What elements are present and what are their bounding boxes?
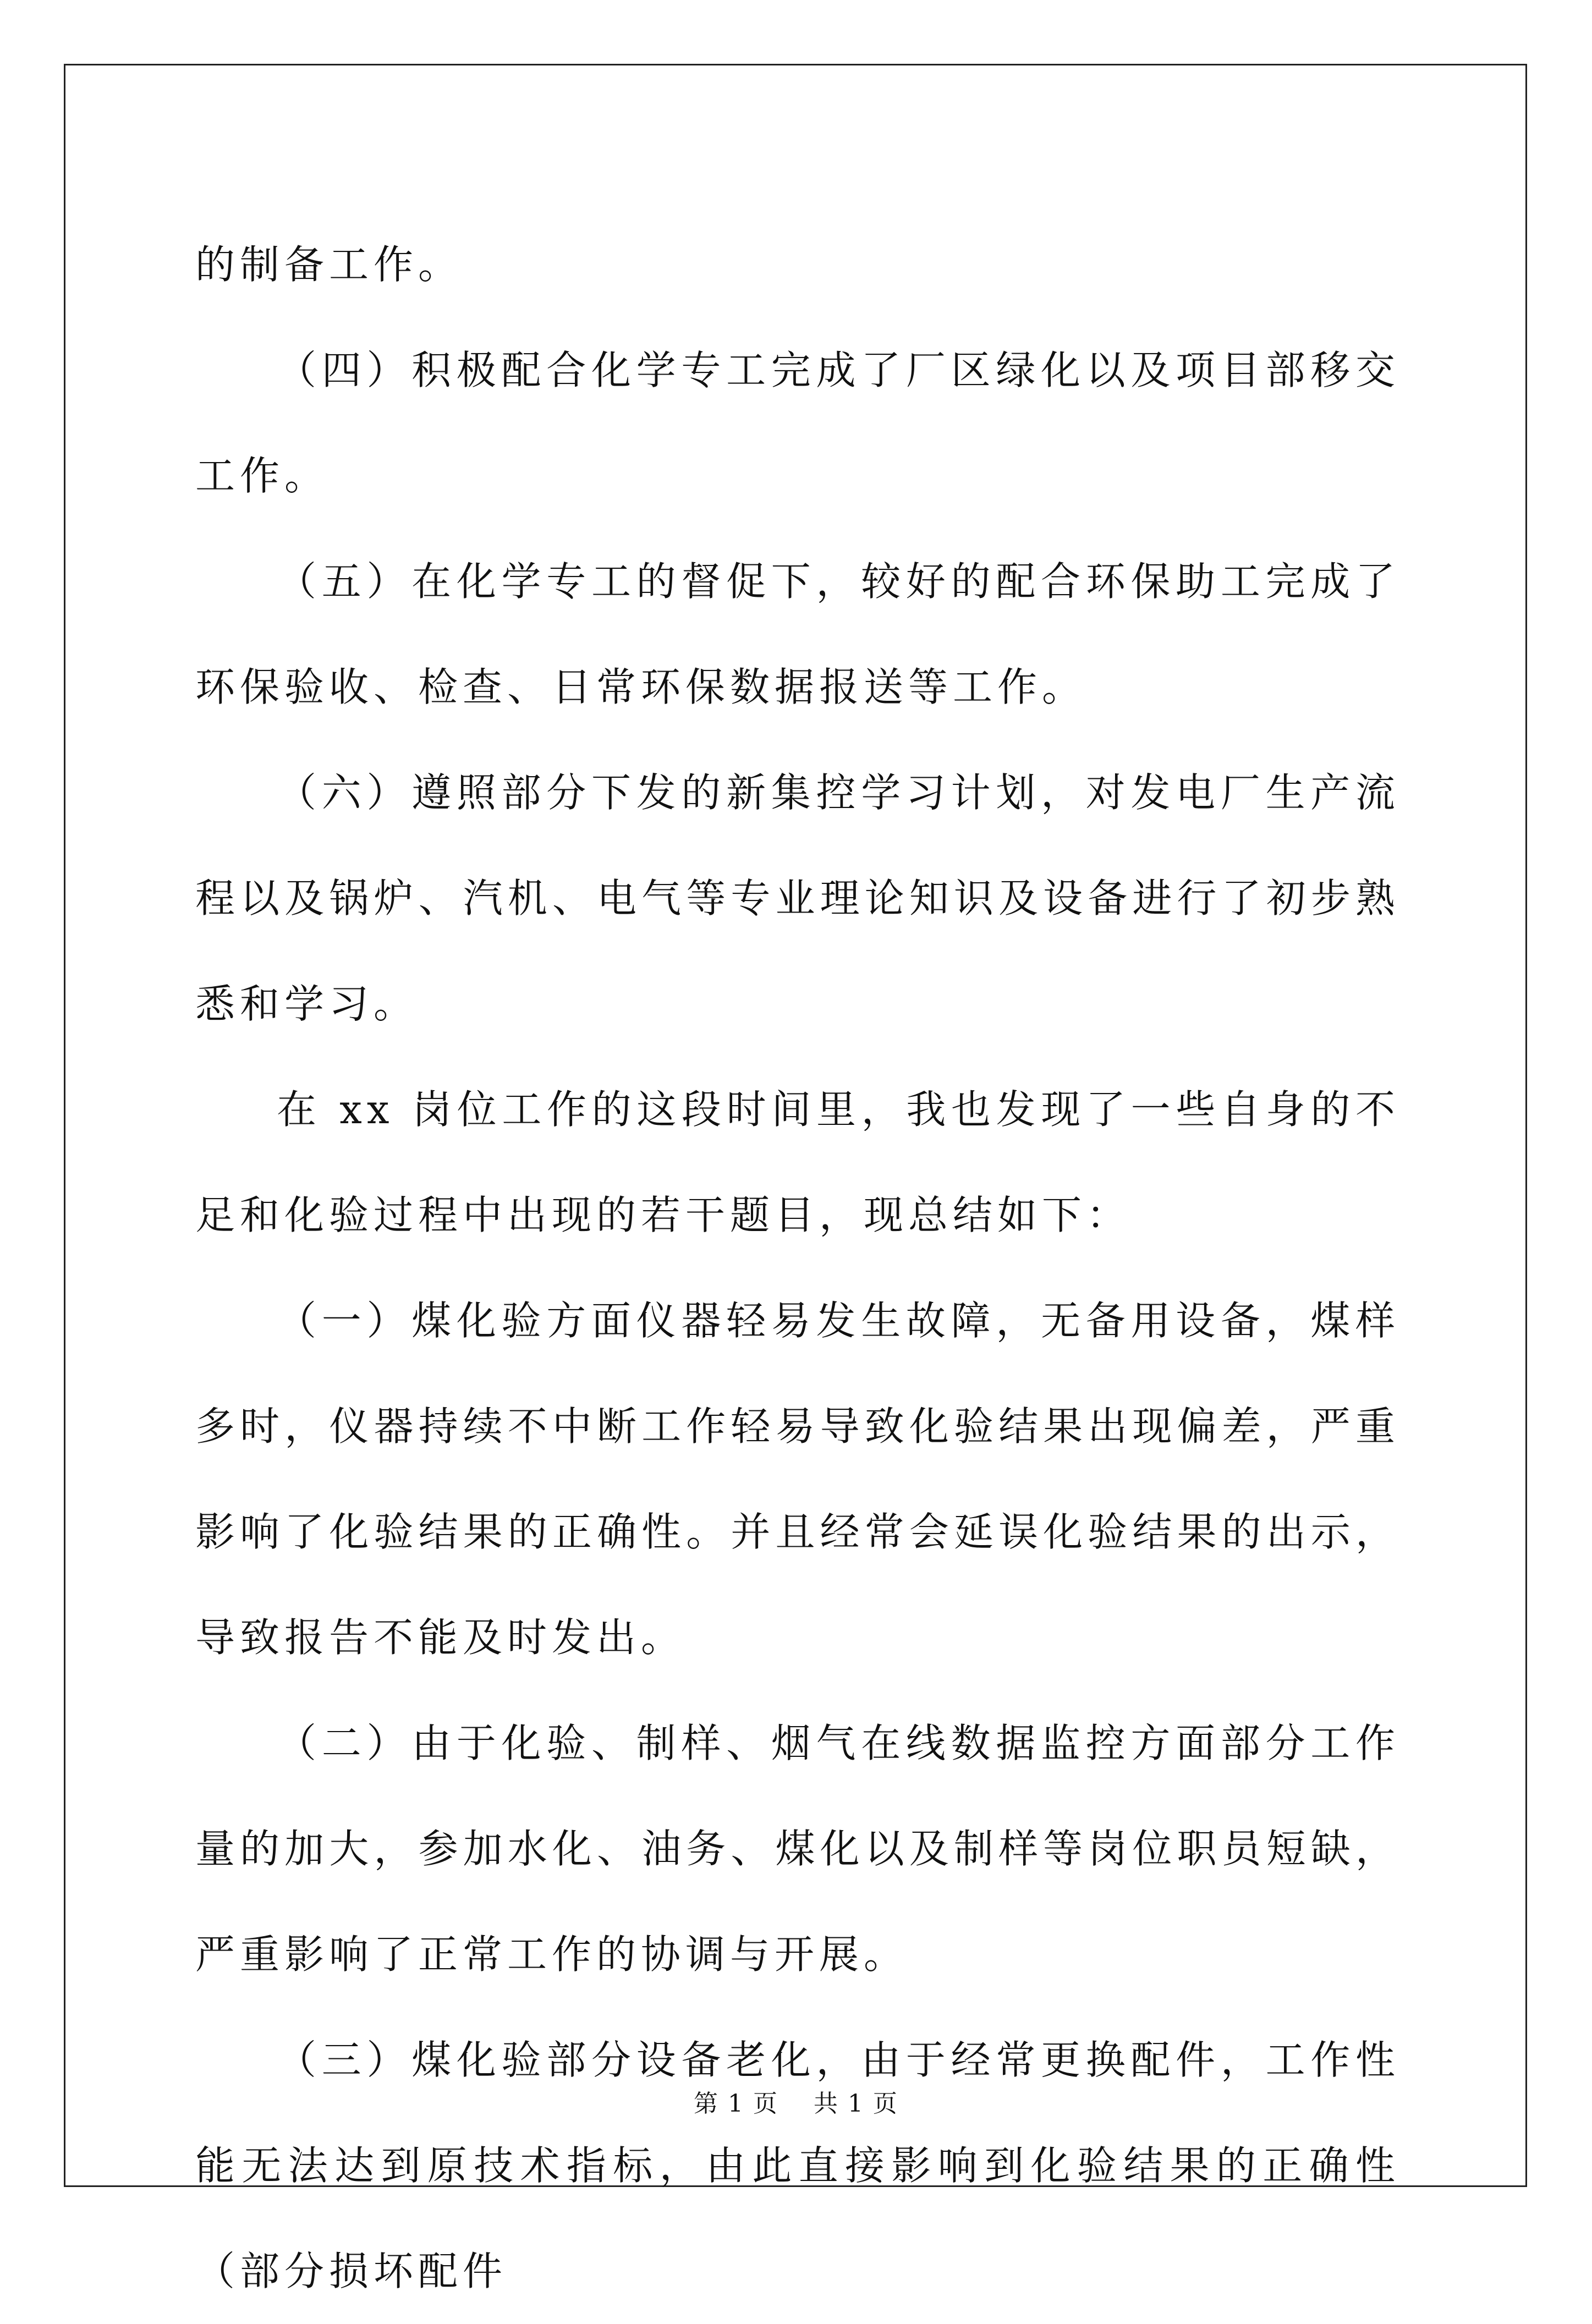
paragraph-1: 的制备工作。 <box>195 241 463 288</box>
page-total: 共 1 页 <box>813 2090 898 2118</box>
paragraph-4: （六）遵照部分下发的新集控学习计划，对发电厂生产流程以及锅炉、汽机、电气等专业理论知识及设备进行了初步熟悉和学习。 <box>195 770 1400 1027</box>
paragraph-3: （五）在化学专工的督促下，较好的配合环保助工完成了环保验收、检查、日常环保数据报送等工作。 <box>195 558 1400 710</box>
paragraph-6: （一）煤化验方面仪器轻易发生故障，无备用设备，煤样多时，仪器持续不中断工作轻易导致化验结果出现偏差，严重影响了化验结果的正确性。并且经常会延误化验结果的出示，导致报告不能及时发出。 <box>195 1298 1400 1661</box>
paragraph-5: 在 xx 岗位工作的这段时间里，我也发现了一些自身的不足和化验过程中出现的若干题目，现总结如下： <box>195 1086 1400 1238</box>
paragraph-8: （三）煤化验部分设备老化，由于经常更换配件，工作性能无法达到原技术指标，由此直接影响到化验结果的正确性（部分损坏配件 <box>195 2037 1400 2294</box>
document-body <box>195 212 1400 2324</box>
page-footer <box>0 2087 1592 2120</box>
paragraph-7: （二）由于化验、制样、烟气在线数据监控方面部分工作量的加大，参加水化、油务、煤化以及制样等岗位职员短缺，严重影响了正常工作的协调与开展。 <box>195 1720 1400 1977</box>
paragraph-2: （四）积极配合化学专工完成了厂区绿化以及项目部移交工作。 <box>195 347 1400 499</box>
page-number: 第 1 页 <box>694 2090 779 2118</box>
